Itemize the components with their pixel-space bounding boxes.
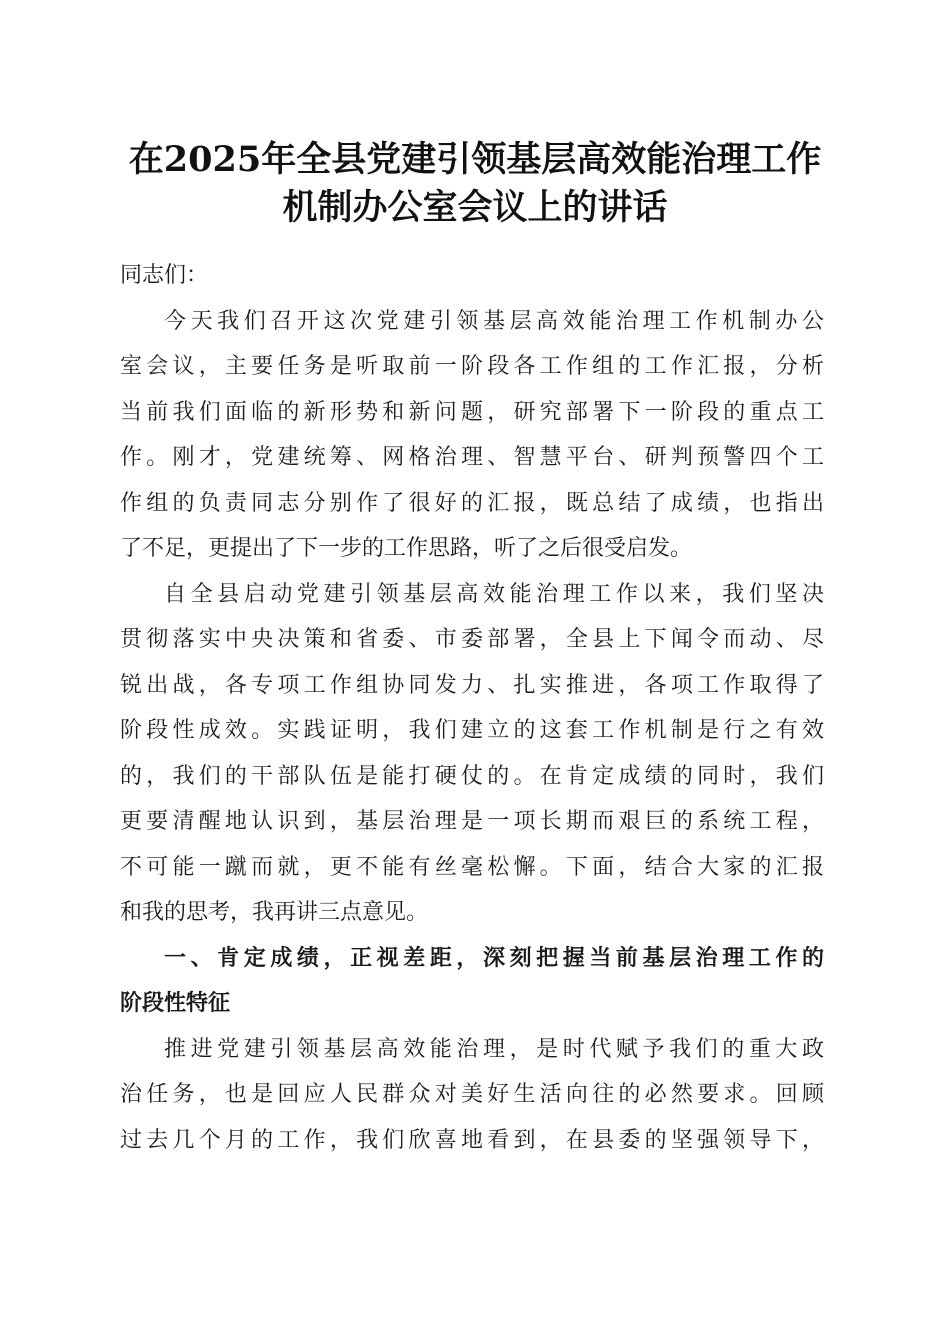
paragraph-line: 作。刚才，党建统筹、网格治理、智慧平台、研判预警四个工 [120, 445, 824, 470]
paragraph-line: 自全县启动党建引领基层高效能治理工作以来，我们坚决 [164, 581, 824, 607]
paragraph-line: 更要清醒地认识到，基层治理是一项长期而艰巨的系统工程， [120, 809, 824, 834]
paragraph-line: 治任务，也是回应人民群众对美好生活向往的必然要求。回顾 [120, 1082, 824, 1107]
paragraph-line: 过去几个月的工作，我们欣喜地看到，在县委的坚强领导下， [120, 1127, 824, 1153]
paragraph-line: 阶段性成效。实践证明，我们建立的这套工作机制是行之有效 [120, 718, 824, 743]
paragraph-line: 的，我们的干部队伍是能打硬仗的。在肯定成绩的同时，我们 [120, 763, 824, 789]
heading-line: 一、肯定成绩，正视差距，深刻把握当前基层治理工作的 [164, 945, 824, 971]
paragraph-line: 室会议，主要任务是听取前一阶段各工作组的工作汇报，分析 [120, 354, 824, 379]
paragraph-line: 作组的负责同志分别作了很好的汇报，既总结了成绩，也指出 [120, 490, 824, 516]
paragraph-line: 不可能一蹴而就，更不能有丝毫松懈。下面，结合大家的汇报 [120, 854, 824, 880]
document-title [100, 136, 850, 232]
title-line-1: 在2025年全县党建引领基层高效能治理工作 [128, 139, 822, 180]
paragraph-line: 推进党建引领基层高效能治理，是时代赋予我们的重大政 [164, 1036, 824, 1062]
paragraph-line: 锐出战，各专项工作组协同发力、扎实推进，各项工作取得了 [120, 672, 824, 698]
paragraph-line: 贯彻落实中央决策和省委、市委部署，全县上下闻令而动、尽 [120, 627, 824, 652]
document-body [120, 253, 824, 1163]
section-heading-1 [120, 936, 824, 1027]
paragraph-line: 当前我们面临的新形势和新问题，研究部署下一阶段的重点工 [120, 399, 824, 425]
paragraph-2 [120, 572, 824, 936]
paragraph-3 [120, 1027, 824, 1164]
paragraph-line: 和我的思考，我再讲三点意见。 [120, 900, 429, 925]
salutation: 同志们： [120, 263, 209, 288]
paragraph-line: 今天我们召开这次党建引领基层高效能治理工作机制办公 [164, 308, 824, 334]
paragraph-1 [120, 299, 824, 572]
paragraph-line: 了不足，更提出了下一步的工作思路，听了之后很受启发。 [120, 536, 693, 561]
title-line-2: 机制办公室会议上的讲话 [282, 187, 668, 228]
heading-line: 阶段性特征 [120, 991, 231, 1016]
